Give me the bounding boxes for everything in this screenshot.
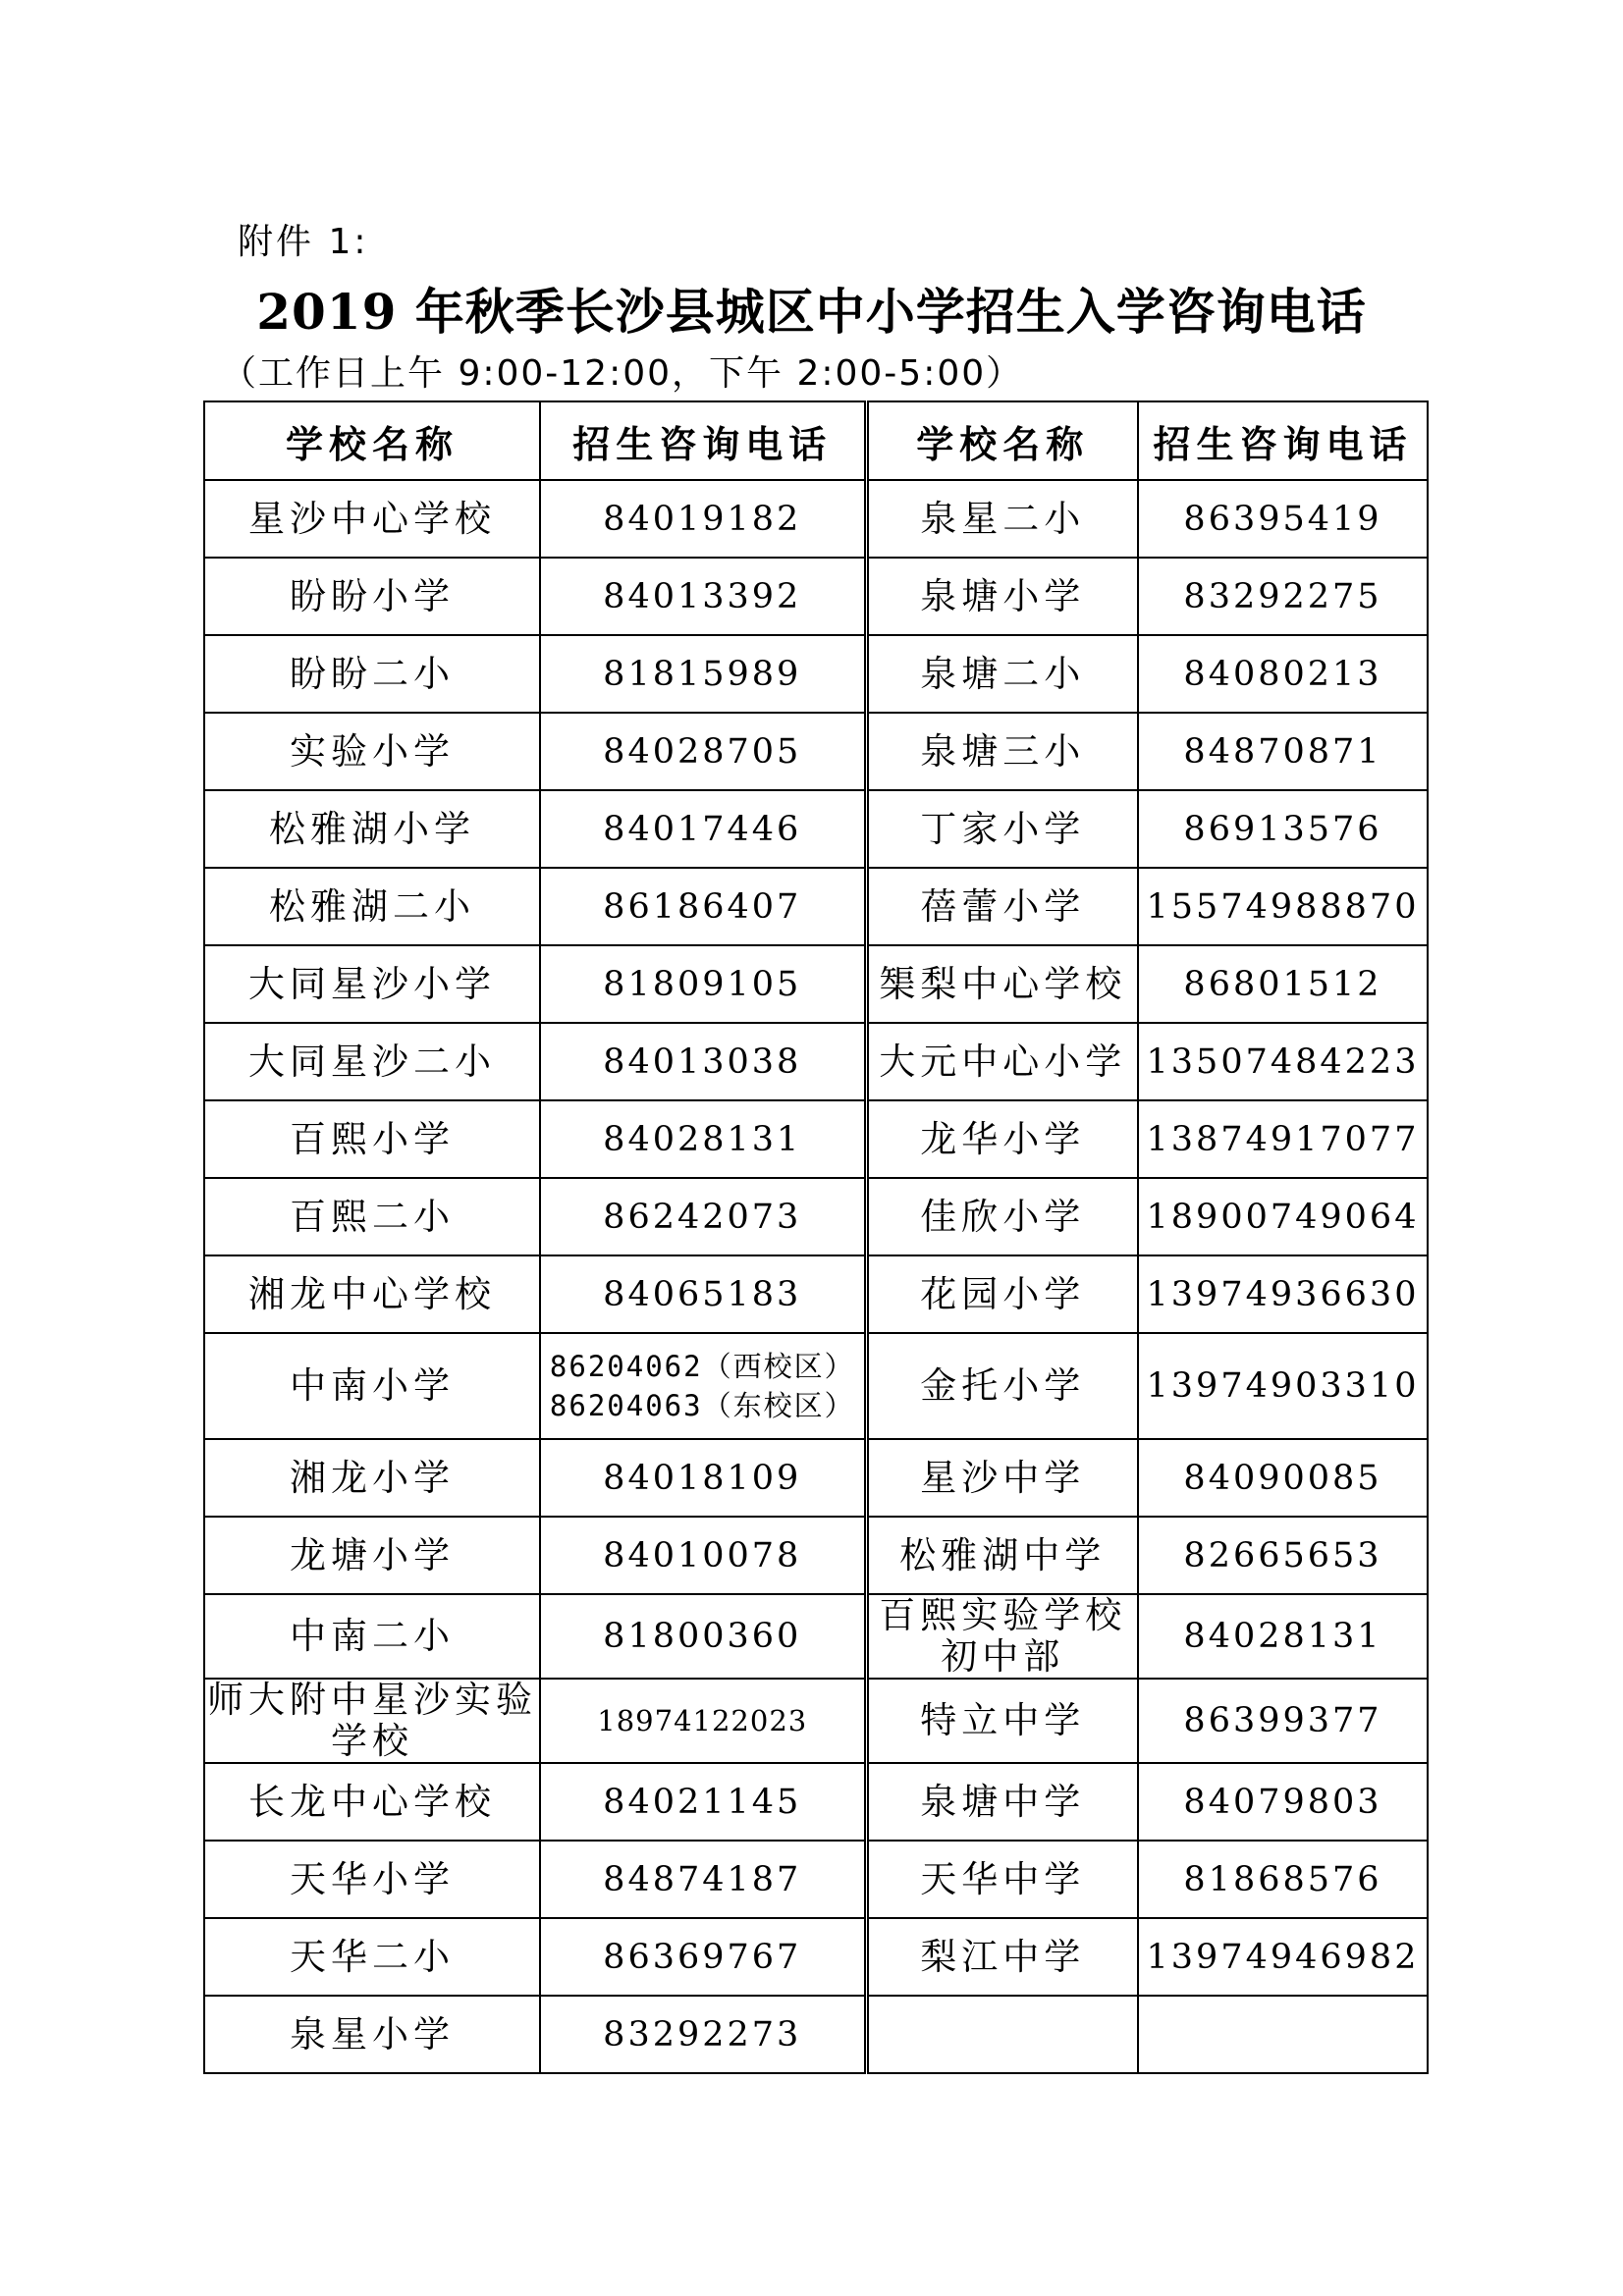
phone-number: 84065183 xyxy=(540,1255,866,1333)
table-row xyxy=(204,1763,1428,1841)
school-name: 湘龙中心学校 xyxy=(204,1255,540,1333)
school-name-line: 师大附中星沙实验 xyxy=(207,1679,537,1721)
phone-number: 18974122023 xyxy=(540,1679,866,1763)
table-row xyxy=(204,635,1428,713)
phone-number: 81800360 xyxy=(540,1594,866,1679)
school-name: 中南小学 xyxy=(204,1333,540,1439)
table-row xyxy=(204,1439,1428,1517)
table-row xyxy=(204,713,1428,790)
phone-number: 13974903310 xyxy=(1138,1333,1428,1439)
phone-number: 81815989 xyxy=(540,635,866,713)
school-name: 松雅湖中学 xyxy=(866,1517,1138,1594)
school-name: 盼盼小学 xyxy=(204,558,540,635)
phone-number: 13974936630 xyxy=(1138,1255,1428,1333)
phone-number-empty xyxy=(1138,1996,1428,2073)
table-header-row xyxy=(204,401,1428,480)
school-name: 百熙小学 xyxy=(204,1100,540,1178)
school-name: 蓓蕾小学 xyxy=(866,868,1138,945)
header-school-name-left: 学校名称 xyxy=(204,401,540,480)
school-name: 泉星二小 xyxy=(866,480,1138,558)
phone-number: 13974946982 xyxy=(1138,1918,1428,1996)
phone-number: 13507484223 xyxy=(1138,1023,1428,1100)
phone-line-west-campus: 86204062（西校区） xyxy=(549,1350,855,1383)
school-name: 星沙中心学校 xyxy=(204,480,540,558)
school-name-line: 初中部 xyxy=(941,1635,1065,1678)
phone-number: 86913576 xyxy=(1138,790,1428,868)
table-row xyxy=(204,1178,1428,1255)
phone-number: 84010078 xyxy=(540,1517,866,1594)
school-name: 松雅湖小学 xyxy=(204,790,540,868)
phone-number: 84870871 xyxy=(1138,713,1428,790)
phone-number: 86399377 xyxy=(1138,1679,1428,1763)
table-row xyxy=(204,1841,1428,1918)
table-row xyxy=(204,558,1428,635)
phone-number: 84028131 xyxy=(1138,1594,1428,1679)
phone-number: 83292275 xyxy=(1138,558,1428,635)
phone-number: 13874917077 xyxy=(1138,1100,1428,1178)
phone-number: 84090085 xyxy=(1138,1439,1428,1517)
school-name-multi xyxy=(866,1594,1138,1679)
document-title: 2019 年秋季长沙县城区中小学招生入学咨询电话 xyxy=(256,283,1367,341)
school-name: 湘龙小学 xyxy=(204,1439,540,1517)
table-row xyxy=(204,1255,1428,1333)
table-row xyxy=(204,1996,1428,2073)
school-name: 泉塘三小 xyxy=(866,713,1138,790)
phone-number: 84017446 xyxy=(540,790,866,868)
school-name: 龙塘小学 xyxy=(204,1517,540,1594)
school-name: 大同星沙二小 xyxy=(204,1023,540,1100)
school-name-line: 百熙实验学校 xyxy=(879,1594,1127,1636)
table-row xyxy=(204,1333,1428,1439)
document-subtitle: （工作日上午 9:00-12:00，下午 2:00-5:00） xyxy=(221,353,1024,394)
table-row xyxy=(204,1100,1428,1178)
table-row xyxy=(204,790,1428,868)
school-name-multi xyxy=(204,1679,540,1763)
phone-number: 86242073 xyxy=(540,1178,866,1255)
phone-table xyxy=(203,400,1429,2074)
table-row xyxy=(204,1594,1428,1679)
header-phone-right: 招生咨询电话 xyxy=(1138,401,1428,480)
header-school-name-right: 学校名称 xyxy=(866,401,1138,480)
attachment-label: 附件 1: xyxy=(238,222,369,262)
phone-number-multi xyxy=(540,1333,866,1439)
school-name-empty xyxy=(866,1996,1138,2073)
school-name: 泉星小学 xyxy=(204,1996,540,2073)
school-name: 金托小学 xyxy=(866,1333,1138,1439)
phone-number: 81868576 xyxy=(1138,1841,1428,1918)
phone-number: 84079803 xyxy=(1138,1763,1428,1841)
phone-number: 84874187 xyxy=(540,1841,866,1918)
school-name: 百熙二小 xyxy=(204,1178,540,1255)
school-name: 龙华小学 xyxy=(866,1100,1138,1178)
phone-number: 86186407 xyxy=(540,868,866,945)
phone-number: 18900749064 xyxy=(1138,1178,1428,1255)
school-name: 大同星沙小学 xyxy=(204,945,540,1023)
phone-number: 86395419 xyxy=(1138,480,1428,558)
table-row xyxy=(204,868,1428,945)
phone-number: 86369767 xyxy=(540,1918,866,1996)
phone-number: 84018109 xyxy=(540,1439,866,1517)
school-name: 丁家小学 xyxy=(866,790,1138,868)
school-name: 榘梨中心学校 xyxy=(866,945,1138,1023)
school-name: 泉塘二小 xyxy=(866,635,1138,713)
school-name: 松雅湖二小 xyxy=(204,868,540,945)
table-row xyxy=(204,1517,1428,1594)
phone-number: 84021145 xyxy=(540,1763,866,1841)
school-name: 梨江中学 xyxy=(866,1918,1138,1996)
phone-number: 84013392 xyxy=(540,558,866,635)
school-name: 天华二小 xyxy=(204,1918,540,1996)
phone-number: 83292273 xyxy=(540,1996,866,2073)
phone-number: 82665653 xyxy=(1138,1517,1428,1594)
school-name: 盼盼二小 xyxy=(204,635,540,713)
table-row xyxy=(204,945,1428,1023)
phone-number: 84019182 xyxy=(540,480,866,558)
school-name: 佳欣小学 xyxy=(866,1178,1138,1255)
phone-number: 81809105 xyxy=(540,945,866,1023)
phone-line-east-campus: 86204063（东校区） xyxy=(549,1389,855,1422)
table-row xyxy=(204,1918,1428,1996)
phone-number: 84080213 xyxy=(1138,635,1428,713)
phone-number: 84013038 xyxy=(540,1023,866,1100)
school-name-line: 学校 xyxy=(331,1720,413,1762)
table-row xyxy=(204,1679,1428,1763)
school-name: 天华小学 xyxy=(204,1841,540,1918)
school-name: 大元中心小学 xyxy=(866,1023,1138,1100)
school-name: 实验小学 xyxy=(204,713,540,790)
school-name: 泉塘中学 xyxy=(866,1763,1138,1841)
school-name: 长龙中心学校 xyxy=(204,1763,540,1841)
phone-number: 84028131 xyxy=(540,1100,866,1178)
school-name: 星沙中学 xyxy=(866,1439,1138,1517)
phone-number: 15574988870 xyxy=(1138,868,1428,945)
school-name: 中南二小 xyxy=(204,1594,540,1679)
table-row xyxy=(204,1023,1428,1100)
phone-number: 84028705 xyxy=(540,713,866,790)
school-name: 特立中学 xyxy=(866,1679,1138,1763)
school-name: 泉塘小学 xyxy=(866,558,1138,635)
table-row xyxy=(204,480,1428,558)
school-name: 天华中学 xyxy=(866,1841,1138,1918)
school-name: 花园小学 xyxy=(866,1255,1138,1333)
header-phone-left: 招生咨询电话 xyxy=(540,401,866,480)
phone-number: 86801512 xyxy=(1138,945,1428,1023)
